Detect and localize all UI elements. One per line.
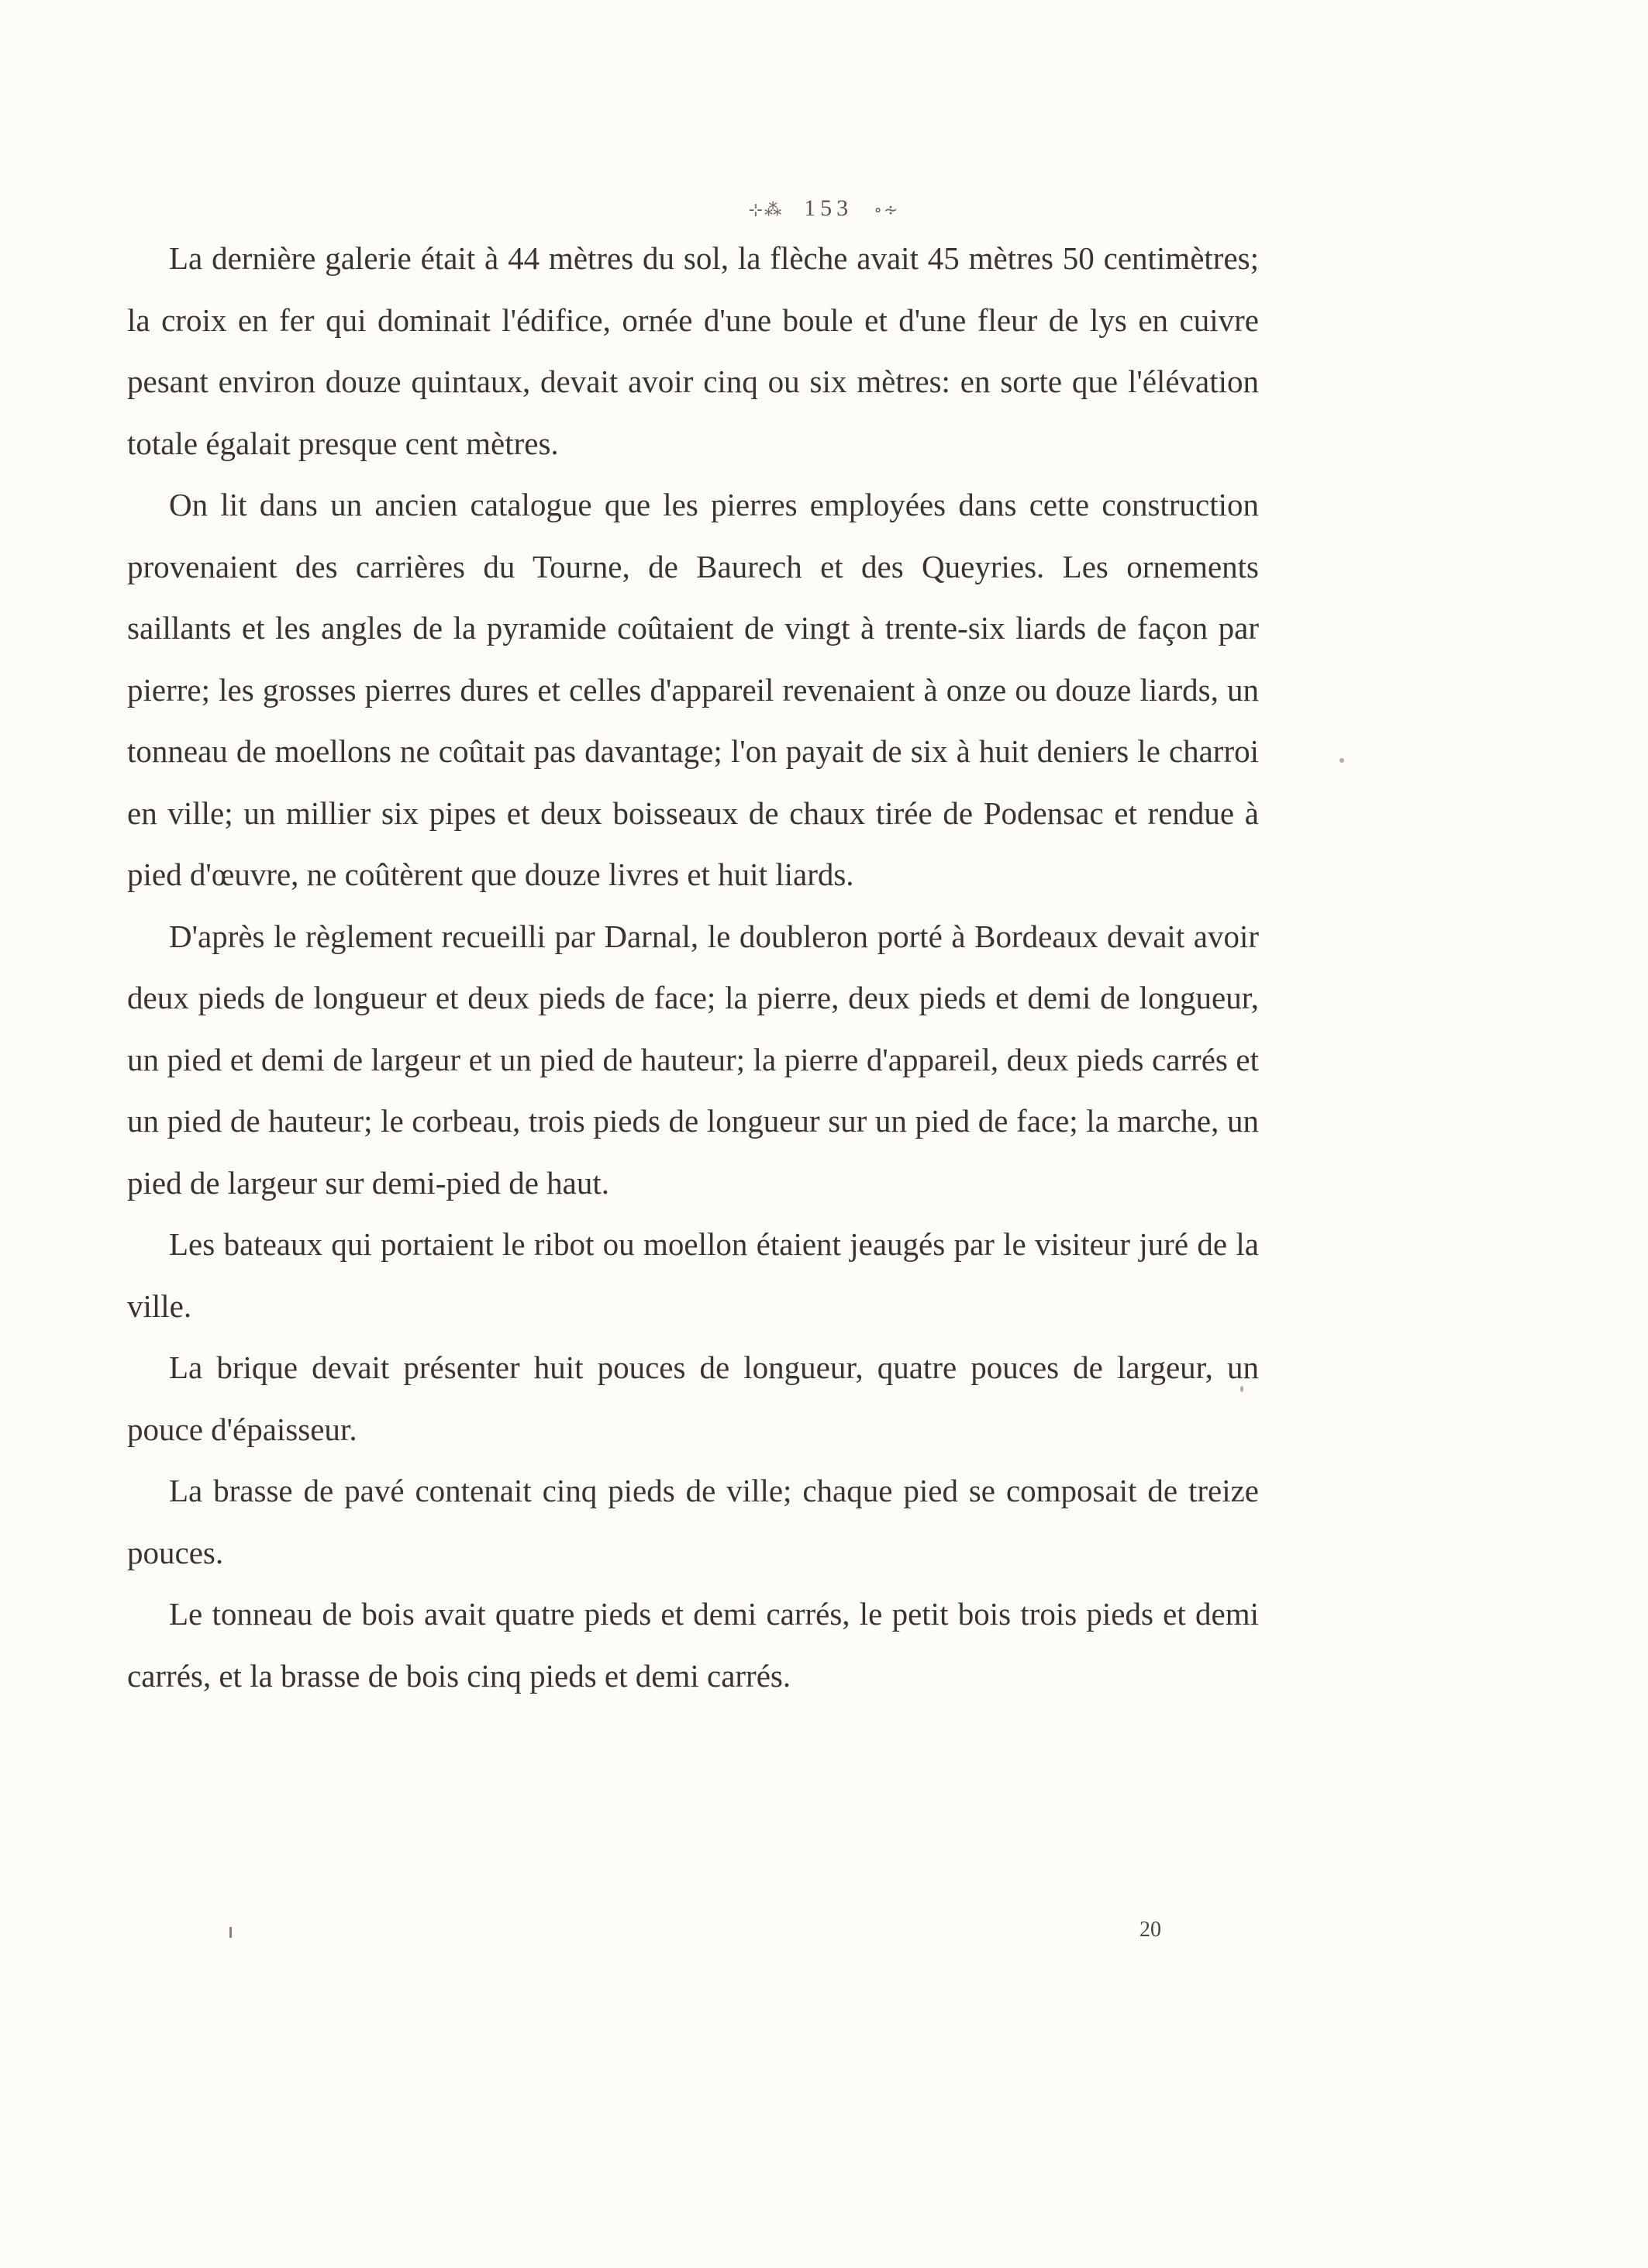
paragraph: La dernière galerie était à 44 mètres du sol, la flèche avait 45 mètres 50 centimètres; la croix en fer qui dominait l'édifice, ornée d'une boule et d'une fleur de lys en cuivre pesant environ douze quintaux, devait avoir cinq ou six mètres: en sorte que l'élévation totale égalait presque cent mètres. [127, 240, 1259, 461]
paper-speck [1240, 1386, 1243, 1392]
paragraph: Les bateaux qui portaient le ribot ou moellon étaient jeaugés par le visiteur juré de la ville. [127, 1226, 1259, 1324]
paragraph: La brique devait présenter huit pouces de longueur, quatre pouces de largeur, un pouce d'épaisseur. [127, 1349, 1259, 1447]
paragraph: Le tonneau de bois avait quatre pieds et demi carrés, le petit bois trois pieds et demi carrés, et la brasse de bois cinq pieds et demi carrés. [127, 1596, 1259, 1694]
paper-speck [1339, 758, 1344, 763]
paragraph: D'après le règlement recueilli par Darnal, le doubleron porté à Bordeaux devait avoir deux pieds de longueur et deux pieds de face; la pierre, deux pieds et demi de longueur, un pied et demi de largeur et un pied de hauteur; la pierre d'appareil, deux pieds carrés et un pied de hauteur; le corbeau, trois pieds de longueur sur un pied de face; la marche, un pied de largeur sur demi-pied de haut. [127, 918, 1259, 1201]
paragraph: La brasse de pavé contenait cinq pieds de ville; chaque pied se composait de treize pouces. [127, 1473, 1259, 1570]
running-head [0, 195, 1648, 222]
paragraph: On lit dans un ancien catalogue que les pierres employées dans cette construction provenaient des carrières du Tourne, de Baurech et des Queyries. Les ornements saillants et les angles de la pyramide coûtaient de vingt à trente-six liards de façon par pierre; les grosses pierres dures et celles d'appareil revenaient à onze ou douze liards, un tonneau de moellons ne coûtait pas davantage; l'on payait de six à huit deniers le charroi en ville; un millier six pipes et deux boisseaux de chaux tirée de Podensac et rendue à pied d'œuvre, ne coûtèrent que douze livres et huit liards. [127, 487, 1259, 892]
footer-tick-mark [229, 1927, 232, 1938]
left-ornament: ⊹⁂ [748, 200, 784, 219]
signature-mark: 20 [1139, 1918, 1161, 1942]
right-ornament: ∘∻ [874, 200, 900, 219]
body-text [127, 228, 1259, 1707]
page-number: 153 [804, 195, 853, 221]
